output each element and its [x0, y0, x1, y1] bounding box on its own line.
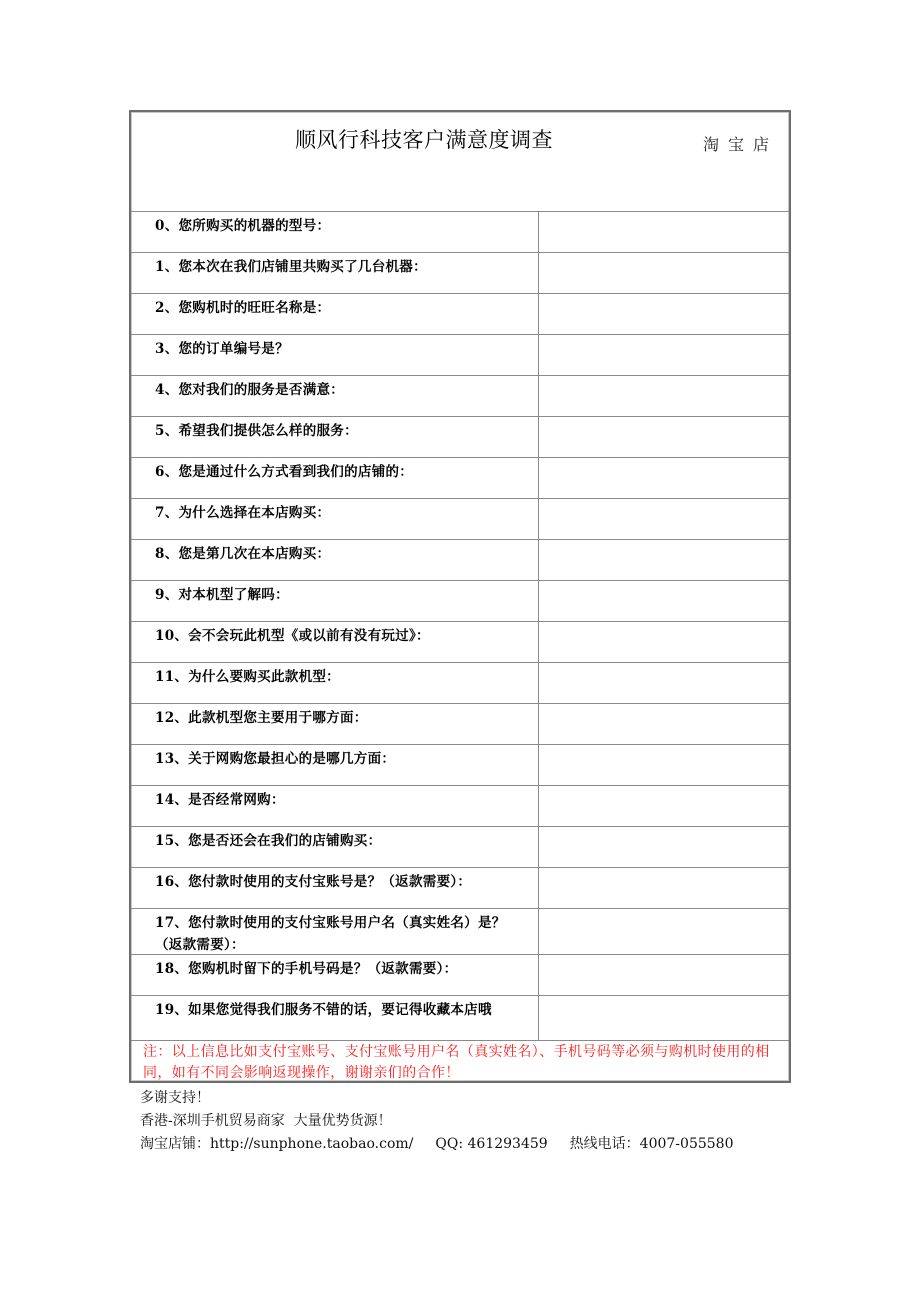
store-prefix: 淘宝店铺：: [140, 1136, 210, 1152]
question-label: 2、您购机时的旺旺名称是：: [155, 300, 331, 316]
question-row-11: [131, 662, 789, 703]
answer-cell-8[interactable]: [538, 540, 789, 580]
question-label: 3、您的订单编号是？: [155, 341, 289, 357]
question-row-8: [131, 539, 789, 580]
question-row-1: [131, 252, 789, 293]
question-row-19: [131, 995, 789, 1040]
question-label: 19、如果您觉得我们服务不错的话，要记得收藏本店哦: [155, 1002, 492, 1018]
store-label: 淘宝店: [703, 135, 779, 154]
thanks-text: 多谢支持！: [140, 1090, 210, 1106]
question-label: 14、是否经常网购：: [155, 792, 285, 808]
answer-cell-13[interactable]: [538, 745, 789, 785]
question-row-3: [131, 334, 789, 375]
question-row-12: [131, 703, 789, 744]
question-label: 1、您本次在我们店铺里共购买了几台机器：: [155, 259, 427, 275]
footer: [140, 1087, 733, 1156]
question-label: 16、您付款时使用的支付宝账号是？（返款需要）：: [155, 874, 472, 890]
answer-cell-3[interactable]: [538, 335, 789, 375]
question-label: 5、希望我们提供怎么样的服务：: [155, 423, 358, 439]
answer-cell-5[interactable]: [538, 417, 789, 457]
answer-cell-9[interactable]: [538, 581, 789, 621]
answer-cell-1[interactable]: [538, 253, 789, 293]
survey-form-table: [129, 110, 791, 1083]
store-url-link[interactable]: http://sunphone.taobao.com/: [210, 1136, 414, 1152]
answer-cell-17[interactable]: [538, 909, 789, 954]
question-row-10: [131, 621, 789, 662]
question-label: 12、此款机型您主要用于哪方面：: [155, 710, 368, 726]
answer-cell-19[interactable]: [538, 996, 789, 1040]
question-row-4: [131, 375, 789, 416]
title-header: [131, 112, 789, 211]
question-row-0: [131, 211, 789, 252]
question-row-13: [131, 744, 789, 785]
contact-line: [140, 1133, 733, 1156]
answer-cell-12[interactable]: [538, 704, 789, 744]
question-label: 9、对本机型了解吗：: [155, 587, 289, 603]
question-row-17: [131, 908, 789, 954]
answer-cell-18[interactable]: [538, 955, 789, 995]
answer-cell-7[interactable]: [538, 499, 789, 539]
question-label: 10、会不会玩此机型《或以前有没有玩过》：: [155, 628, 430, 644]
question-row-14: [131, 785, 789, 826]
question-row-9: [131, 580, 789, 621]
question-label: 13、关于网购您最担心的是哪几方面：: [155, 751, 396, 767]
answer-cell-14[interactable]: [538, 786, 789, 826]
question-label: 6、您是通过什么方式看到我们的店铺的：: [155, 464, 414, 480]
question-label: 8、您是第几次在本店购买：: [155, 546, 331, 562]
question-label: 4、您对我们的服务是否满意：: [155, 382, 345, 398]
question-label: 0、您所购买的机器的型号：: [155, 218, 331, 234]
question-label: 11、为什么要购买此款机型：: [155, 669, 340, 685]
question-label: 15、您是否还会在我们的店铺购买：: [155, 833, 382, 849]
answer-cell-4[interactable]: [538, 376, 789, 416]
survey-title: 顺风行科技客户满意度调查: [295, 128, 553, 152]
question-row-5: [131, 416, 789, 457]
answer-cell-16[interactable]: [538, 868, 789, 908]
hotline-value: 4007-055580: [639, 1136, 734, 1152]
qq-label: QQ:: [435, 1136, 468, 1152]
answer-cell-6[interactable]: [538, 458, 789, 498]
question-row-18: [131, 954, 789, 995]
slogan-text: 香港-深圳手机贸易商家 大量优势货源！: [140, 1113, 392, 1129]
refund-note: 注：以上信息比如支付宝账号、支付宝账号用户名（真实姓名）、手机号码等必须与购机时使用的相同，如有不同会影响返现操作，谢谢亲们的合作！: [131, 1040, 789, 1081]
question-row-6: [131, 457, 789, 498]
question-label: 18、您购机时留下的手机号码是？（返款需要）：: [155, 961, 458, 977]
question-row-15: [131, 826, 789, 867]
answer-cell-0[interactable]: [538, 212, 789, 252]
question-row-16: [131, 867, 789, 908]
question-row-7: [131, 498, 789, 539]
answer-cell-15[interactable]: [538, 827, 789, 867]
question-label: 17、您付款时使用的支付宝账号用户名（真实姓名）是？（返款需要）：: [155, 915, 506, 953]
question-label: 7、为什么选择在本店购买：: [155, 505, 331, 521]
hotline-label: 热线电话：: [569, 1136, 640, 1152]
question-row-2: [131, 293, 789, 334]
qq-value: 461293459: [467, 1136, 548, 1152]
answer-cell-2[interactable]: [538, 294, 789, 334]
answer-cell-10[interactable]: [538, 622, 789, 662]
answer-cell-11[interactable]: [538, 663, 789, 703]
